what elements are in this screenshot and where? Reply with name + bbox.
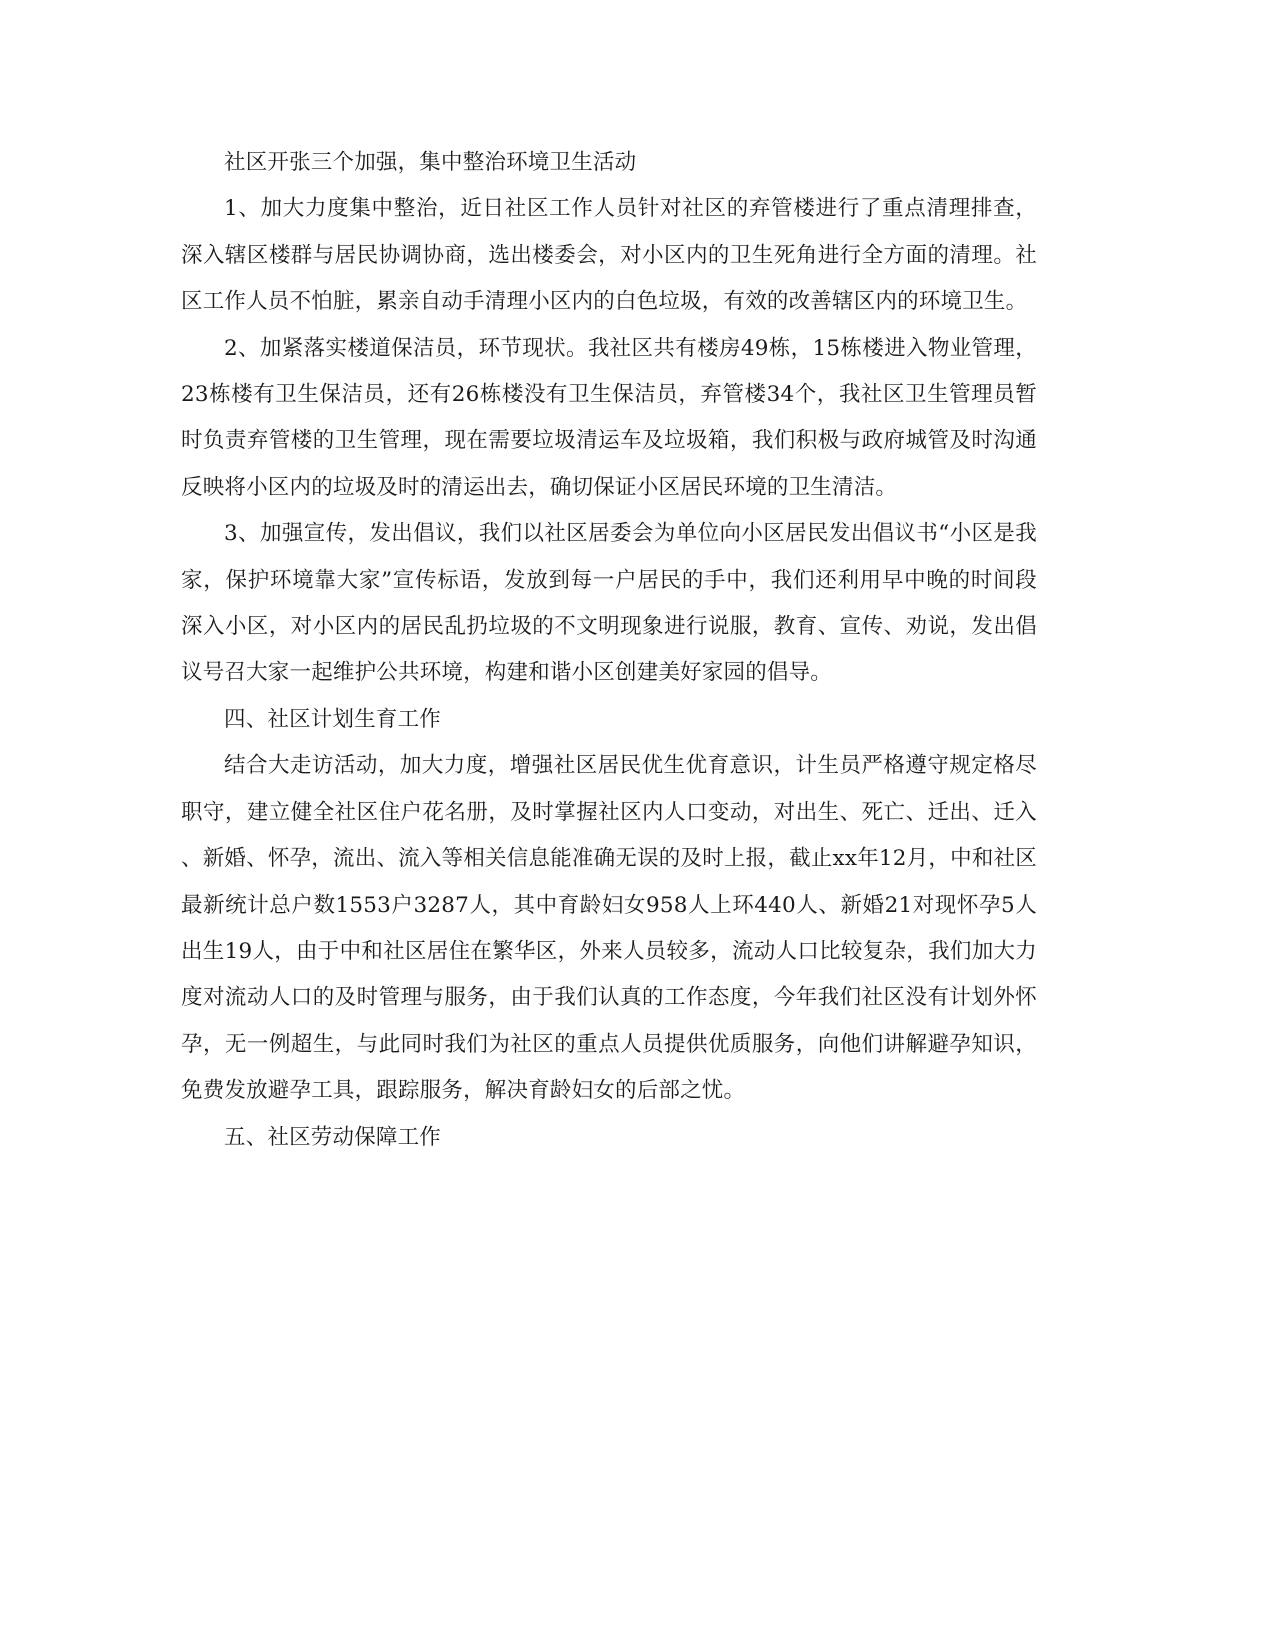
section-heading-labor-security: 五、社区劳动保障工作 — [224, 1124, 442, 1150]
section-heading-environment: 社区开张三个加强，集中整治环境卫生活动 — [224, 150, 637, 175]
paragraph-item-2: 2、加紧落实楼道保洁员，环节现状。我社区共有楼房49栋，15栋楼进入物业管理，23栋楼有卫生保洁员，还有26栋楼没有卫生保洁员，弃管楼34个，我社区卫生管理员暂时负责弃管楼的卫生管理，现在需要垃圾清运车及垃圾箱，我们积极与政府城管及时沟通反映将小区内的垃圾及时的清运出去，确切保证小区居民环境的卫生清洁。 — [181, 335, 1037, 500]
paragraph-family-planning: 结合大走访活动，加大力度，增强社区居民优生优育意识，计生员严格遵守规定格尽职守，建立健全社区住户花名册，及时掌握社区内人口变动，对出生、死亡、迁出、迁入、新婚、怀孕，流出、流入等相关信息能准确无误的及时上报，截止xx年12月，中和社区最新统计总户数1553户3287人，其中育龄妇女958人上环440人、新婚21对现怀孕5人出生19人，由于中和社区居住在繁华区，外来人员较多，流动人口比较复杂，我们加大力度对流动人口的及时管理与服务，由于我们认真的工作态度，今年我们社区没有计划外怀孕，无一例超生，与此同时我们为社区的重点人员提供优质服务，向他们讲解避孕知识，免费发放避孕工具，跟踪服务，解决育龄妇女的后部之忧。 — [181, 753, 1037, 1104]
paragraph-item-1: 1、加大力度集中整治，近日社区工作人员针对社区的弃管楼进行了重点清理排查，深入辖区楼群与居民协调协商，选出楼委会，对小区内的卫生死角进行全方面的清理。社区工作人员不怕脏，累亲自动手清理小区内的白色垃圾，有效的改善辖区内的环境卫生。 — [181, 196, 1037, 315]
section-heading-family-planning: 四、社区计划生育工作 — [224, 706, 442, 732]
paragraph-item-3: 3、加强宣传，发出倡议，我们以社区居委会为单位向小区居民发出倡议书“小区是我家，保护环境靠大家”宣传标语，发放到每一户居民的手中，我们还利用早中晚的时间段深入小区，对小区内的居民乱扔垃圾的不文明现象进行说服，教育、宣传、劝说，发出倡议号召大家一起维护公共环境，构建和谐小区创建美好家园的倡导。 — [181, 521, 1037, 686]
document-body — [181, 140, 1037, 1161]
